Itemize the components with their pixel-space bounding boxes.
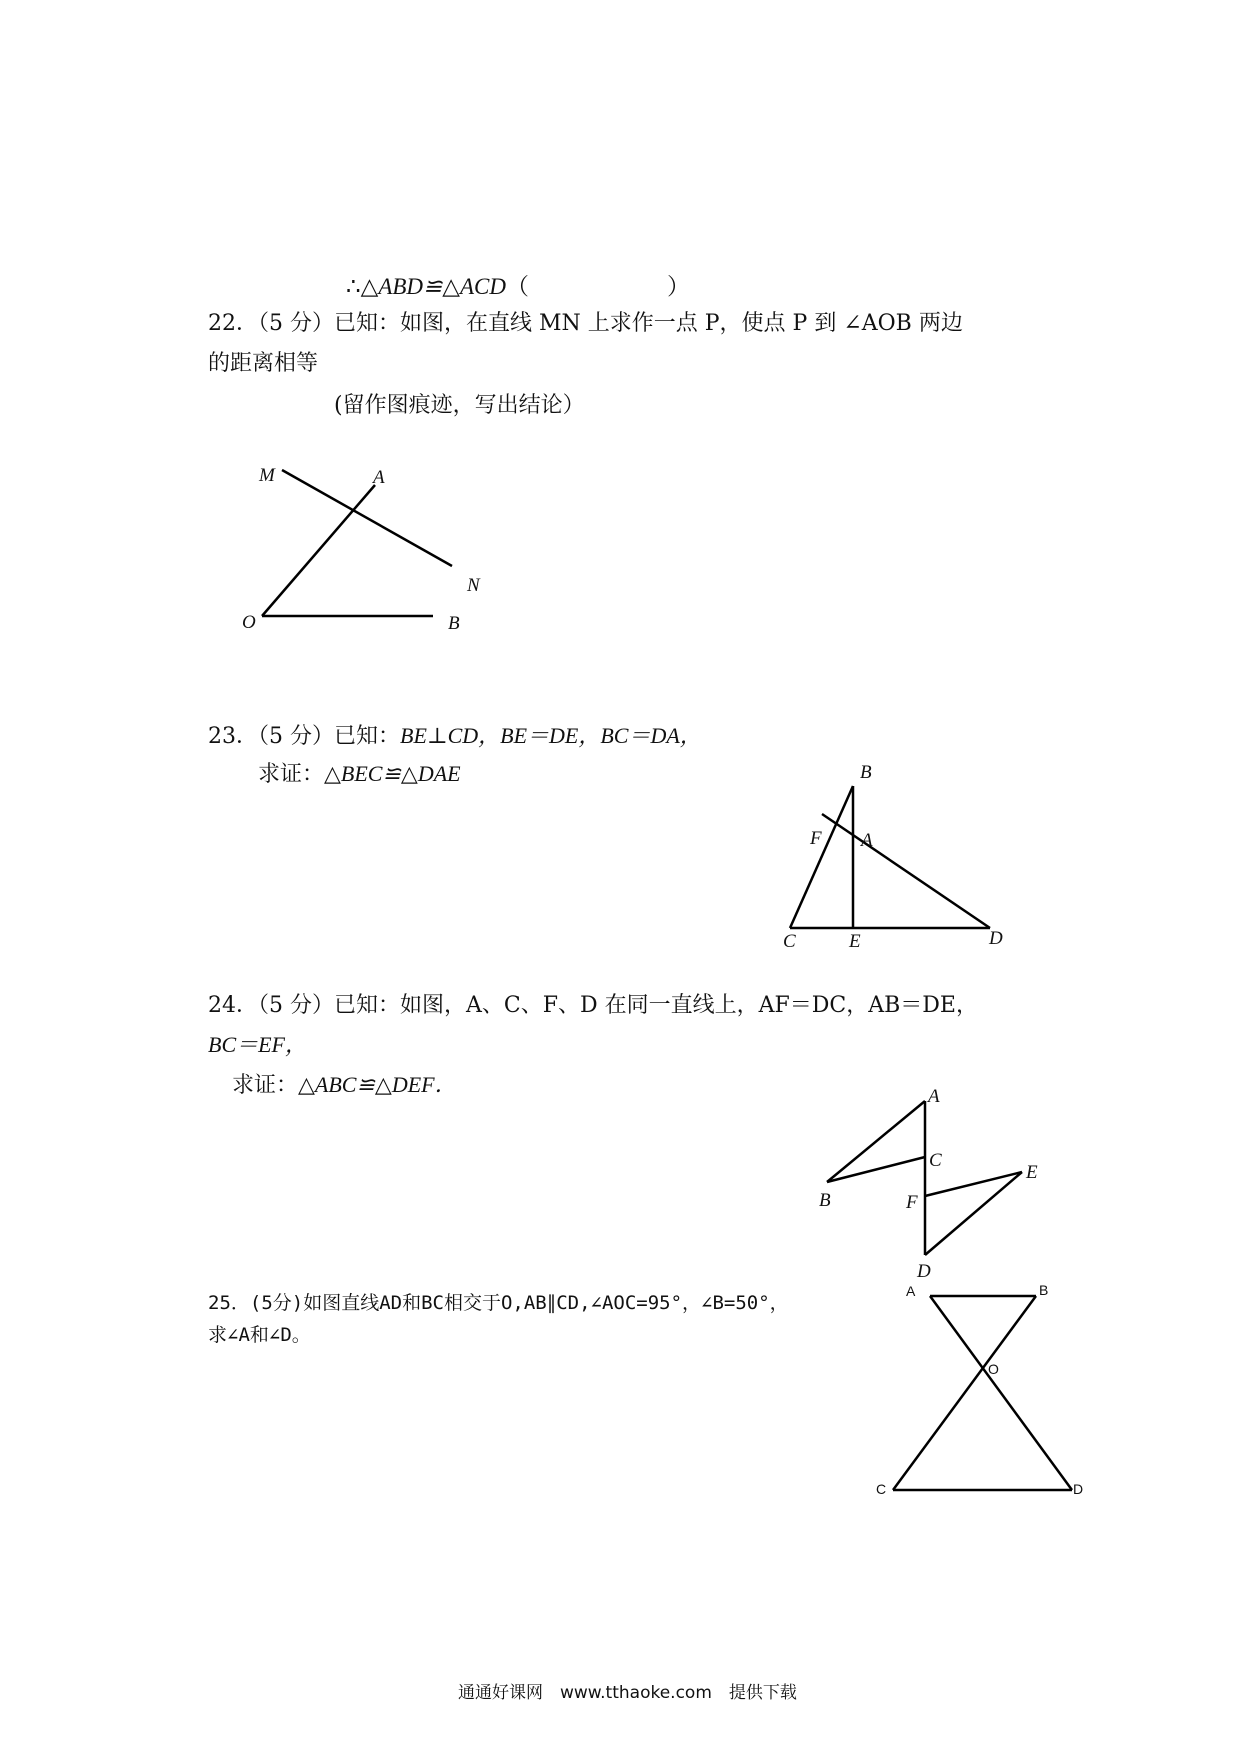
- therefore-symbol: ∴: [346, 274, 361, 300]
- q22-line2: 的距离相等: [208, 351, 319, 376]
- q24-label-d: D: [917, 1261, 931, 1282]
- q25-segment-bc: [893, 1296, 1036, 1490]
- q22-label-n: N: [467, 575, 480, 596]
- q23-line1-prefix: 23．（5 分）已知：: [208, 724, 400, 749]
- q23-line2-prefix: 求证：: [258, 762, 325, 787]
- q21-congruence: △ABD≌△ACD: [360, 274, 506, 299]
- q23-line2-math: △BEC≌△DAE: [324, 761, 461, 786]
- q22-label-o: O: [242, 612, 256, 633]
- q24-label-b: B: [819, 1190, 831, 1211]
- q24-label-a: A: [928, 1086, 940, 1107]
- q23-label-f: F: [810, 828, 822, 849]
- q25-label-d: D: [1073, 1481, 1084, 1497]
- q23-label-e: E: [849, 931, 861, 952]
- q25-label-c: C: [876, 1481, 887, 1497]
- q23-label-a: A: [861, 830, 873, 851]
- q23-label-c: C: [783, 931, 796, 952]
- q22-label-b: B: [448, 613, 460, 634]
- q22-line1: 22．（5 分）已知：如图，在直线 MN 上求作一点 P，使点 P 到 ∠AOB 两边: [208, 311, 963, 336]
- q23-label-b: B: [860, 762, 872, 783]
- q25-label-o: O: [988, 1361, 999, 1377]
- q25-label-b: B: [1039, 1282, 1049, 1298]
- q23-line1-math: BE⊥CD，BE＝DE，BC＝DA，: [400, 723, 702, 748]
- page-footer: 通通好课网 www.tthaoke.com 提供下载: [458, 1683, 797, 1703]
- q24-line2: BC＝EF，: [208, 1032, 307, 1057]
- q22-note: (留作图痕迹，写出结论）: [334, 393, 585, 418]
- q22-label-a: A: [373, 467, 385, 488]
- q24-label-c: C: [929, 1150, 942, 1171]
- q24-line3-prefix: 求证：: [232, 1073, 299, 1098]
- q25-segment-ad: [930, 1296, 1072, 1490]
- q22-label-m: M: [259, 465, 275, 486]
- q25-line2: 求∠A和∠D。: [208, 1324, 311, 1346]
- q25-line1: 25．(5分)如图直线AD和BC相交于O,AB∥CD,∠AOC=95°，∠B=50°，: [208, 1292, 789, 1314]
- q24-label-f: F: [906, 1192, 918, 1213]
- q21-reason-blank: （ ）: [506, 274, 690, 300]
- q23-label-d: D: [989, 928, 1003, 949]
- q24-line3-math: △ABC≌△DEF．: [298, 1072, 457, 1097]
- q25-label-a: A: [906, 1283, 916, 1299]
- q24-label-e: E: [1026, 1162, 1038, 1183]
- q24-line1: 24．（5 分）已知：如图，A、C、F、D 在同一直线上，AF＝DC，AB＝DE，: [208, 993, 978, 1018]
